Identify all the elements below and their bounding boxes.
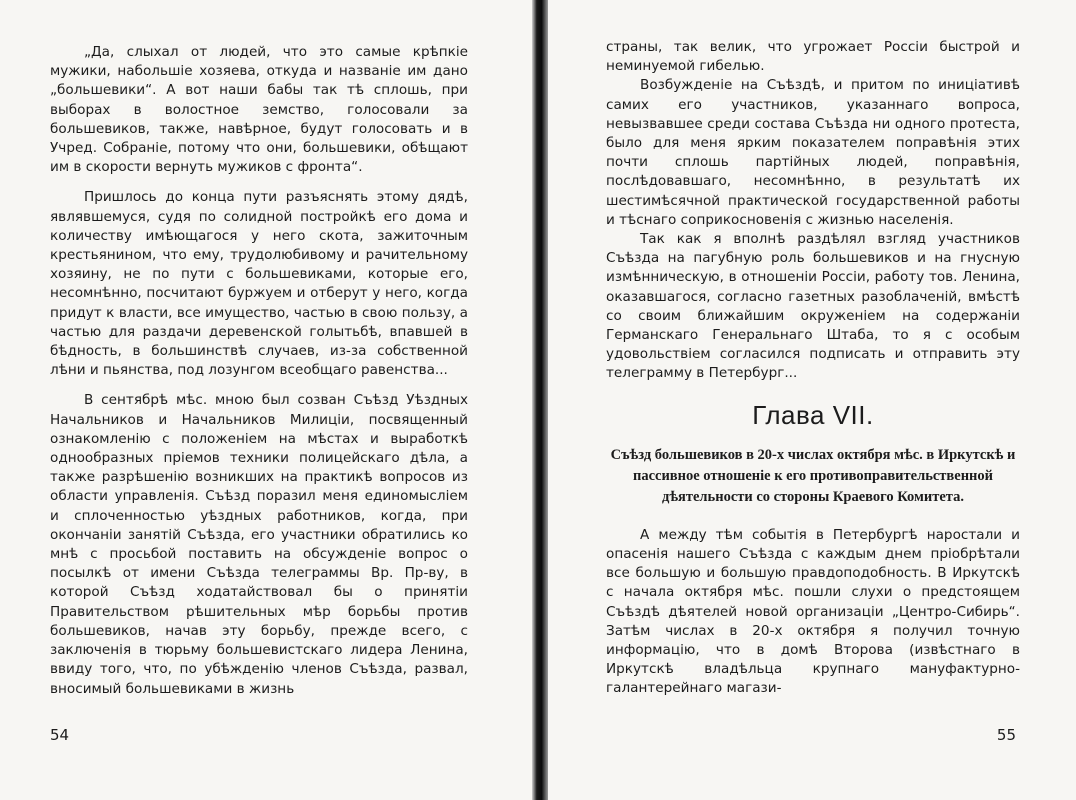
paragraph: Так как я вполнѣ раздѣлял взгляд участников Съѣзда на пагубную роль большевиков и на гнусную измѣнническую, в отношеніи Россіи, работу тов. Ленина, оказавшагося, согласно газетных разоблаченій, вмѣстѣ со своим ближайшим окруженіем на содержаніи Германскаго Генеральнаго Штаба, то я с особым удовольствіем согласился подписать и отправить эту телеграмму в Петербург... <box>606 231 1020 382</box>
left-page-text <box>50 43 468 699</box>
right-page <box>548 0 1076 800</box>
right-page-text <box>606 38 1020 699</box>
paragraph: „Да, слыхал от людей, что это самые крѣпкіе мужики, набольшіе хозяева, откуда и названіе им дано „большевики“. А вот наши бабы так тѣ сплошь, при выборах в волостное земство, голосовали за большевиков, также, навѣрное, будут голосовать и в Учред. Собраніе, потому что они, большевики, обѣщают им в скорости вернуть мужиков с фронта“. <box>50 44 468 176</box>
paragraph: страны, так велик, что угрожает Россіи быстрой и неминуемой гибелью. <box>606 39 1020 75</box>
paragraph: В сентябрѣ мѣс. мною был созван Съѣзд Уѣздных Начальников и Начальников Милиціи, посвященный ознакомленію с положеніем на мѣстах и выработкѣ однообразных пріемов техники полицейскаго дѣла, а также разрѣшенію возникших на практикѣ вопросов из области управленія. Съѣзд поразил меня единомысліем и сплоченностью уѣздных работников, когда, при окончаніи занятій Съѣзда, его участники обратились ко мнѣ с просьбой поставить на обсужденіе вопрос о посылкѣ от имени Съѣзда телеграммы Вр. Пр-ву, в которой Съѣзд ходатайствовал бы о принятіи Правительством рѣшительных мѣр борьбы против большевиков, начав эту борьбу, прежде всего, с заключенія в тюрьму большевистскаго лидера Ленина, ввиду того, что, по убѣжденію членов Съѣзда, развал, вносимый большевиками в жизнь <box>50 392 468 697</box>
paragraph: Пришлось до конца пути разъяснять этому дядѣ, являвшемуся, судя по солидной постройкѣ его дома и количеству имѣющагося у него скота, зажиточным крестьянином, что ему, трудолюбивому и рачительному хозяину, не по пути с большевиками, которые его, несомнѣнно, посчитают буржуем и отберут у него, когда придут к власти, все имущество, частью в свою пользу, а частью для раздачи деревенской голытьбѣ, впавшей в бѣдность, в большинствѣ случаев, из-за собственной лѣни и пьянства, под лозунгом всеобщаго равенства... <box>50 189 468 379</box>
paragraph: Возбужденіе на Съѣздѣ, и притом по иниціативѣ самих его участников, указаннаго вопроса, невызвавшее среди состава Съѣзда ни одного протеста, было для меня ярким показателем поправѣнія этих почти сплошь партійных людей, поправѣнія, послѣдовавшаго, несомнѣнно, в результатѣ их шестимѣсячной практической государственной работы и тѣснаго соприкосновенія с жизнью населенія. <box>606 77 1020 228</box>
chapter-title: Глава VII. <box>752 399 874 430</box>
book-gutter <box>532 0 548 800</box>
page-number-right: 55 <box>996 726 1016 744</box>
page-number-left: 54 <box>50 726 70 744</box>
chapter-subtitle: Съѣзд большевиков в 20-х числах октября мѣс. в Иркутскѣ и пассивное отношеніе к его противоправительственной дѣятельности со стороны Краевого Комитета. <box>610 446 1016 505</box>
paragraph: А между тѣм событія в Петербургѣ наростали и опасенія нашего Съѣзда с каждым днем пріобрѣтали все большую и большую правдоподобность. В Иркутскѣ с начала октября мѣс. пошли слухи о предстоящем Съѣздѣ дѣятелей новой организаціи „Центро-Сибирь“. Затѣм числах в 20-х октября я получил точную информацію, что в домѣ Второва (извѣстнаго в Иркутскѣ владѣльца крупнаго мануфактурно-галантерейнаго магази- <box>606 526 1020 697</box>
left-page <box>0 0 532 800</box>
